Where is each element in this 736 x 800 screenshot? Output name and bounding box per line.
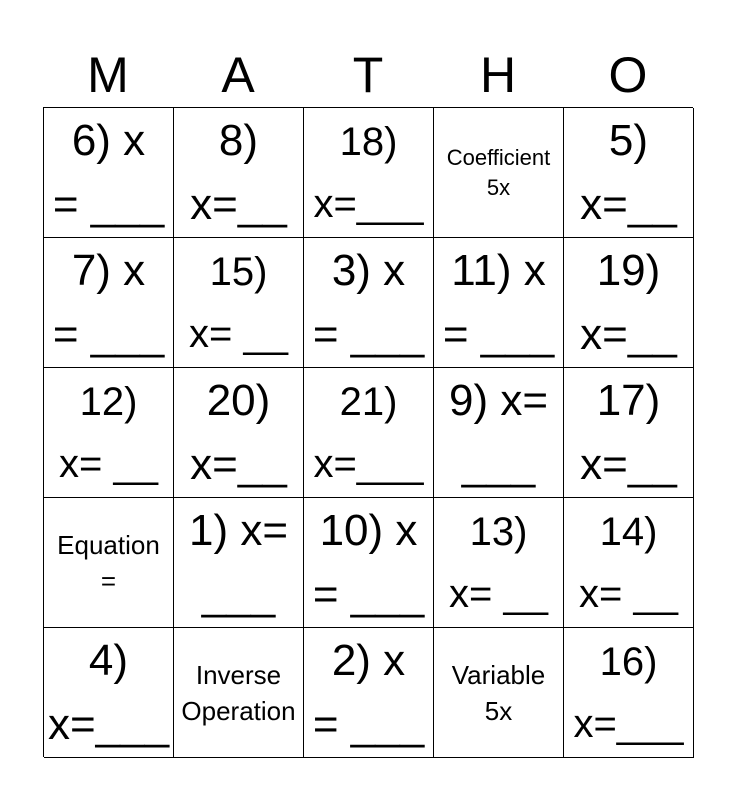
bingo-cell-r2-c2[interactable] [174,238,304,368]
cell-text: Equation = [57,529,160,596]
bingo-cell-r2-c1[interactable] [44,238,174,368]
bingo-cell-r1-c2[interactable] [174,108,304,238]
bingo-cell-r5-c4[interactable] [434,628,564,758]
bingo-cell-r5-c1[interactable] [44,628,174,758]
cell-text: 14) x= __ [579,509,678,616]
cell-text: Inverse Operation [181,659,296,726]
bingo-cell-r4-c5[interactable] [564,498,694,628]
header-letter-o: O [608,47,648,103]
cell-text: 6) x = ___ [52,115,165,229]
bingo-cell-r1-c1[interactable] [44,108,174,238]
header-letter-m: M [87,47,129,103]
bingo-cell-r4-c2[interactable] [174,498,304,628]
cell-text: 7) x = ___ [52,245,165,359]
cell-text: 17) x=__ [580,375,677,489]
bingo-cell-r1-c5[interactable] [564,108,694,238]
cell-text: 2) x = ___ [312,635,425,749]
bingo-cell-r5-c2[interactable] [174,628,304,758]
cell-text: 3) x = ___ [312,245,425,359]
cell-text: 8) x=__ [190,115,287,229]
bingo-cell-r3-c2[interactable] [174,368,304,498]
bingo-header [43,45,693,105]
bingo-cell-r3-c4[interactable] [434,368,564,498]
cell-text: 19) x=__ [580,245,677,359]
cell-text: 18) x=___ [313,119,424,226]
cell-text: 10) x = ___ [312,505,425,619]
bingo-cell-r2-c5[interactable] [564,238,694,368]
cell-text: Variable 5x [451,659,546,726]
bingo-cell-r3-c1[interactable] [44,368,174,498]
bingo-cell-r5-c5[interactable] [564,628,694,758]
cell-text: 5) x=__ [580,115,677,229]
cell-text: 12) x= __ [59,379,158,486]
cell-text: 9) x= ___ [448,375,549,489]
header-letter-a: A [221,47,255,103]
cell-text: 13) x= __ [449,509,548,616]
bingo-cell-r3-c5[interactable] [564,368,694,498]
cell-text: 20) x=__ [190,375,287,489]
header-letter-t: T [352,47,384,103]
cell-text: 4) x=___ [47,635,170,749]
bingo-cell-r1-c4[interactable] [434,108,564,238]
bingo-cell-r2-c3[interactable] [304,238,434,368]
bingo-cell-r2-c4[interactable] [434,238,564,368]
bingo-cell-r4-c3[interactable] [304,498,434,628]
bingo-cell-r5-c3[interactable] [304,628,434,758]
cell-text: 15) x= __ [189,249,288,356]
cell-text: 11) x = ___ [442,245,555,359]
header-letter-h: H [479,47,517,103]
bingo-cell-r1-c3[interactable] [304,108,434,238]
bingo-cell-r4-c4[interactable] [434,498,564,628]
cell-text: 21) x=___ [313,379,424,486]
cell-text: 16) x=___ [573,639,684,746]
cell-text: 1) x= ___ [188,505,289,619]
cell-text: Coefficient 5x [446,144,551,200]
bingo-board [43,107,693,757]
bingo-cell-r3-c3[interactable] [304,368,434,498]
bingo-cell-r4-c1[interactable] [44,498,174,628]
